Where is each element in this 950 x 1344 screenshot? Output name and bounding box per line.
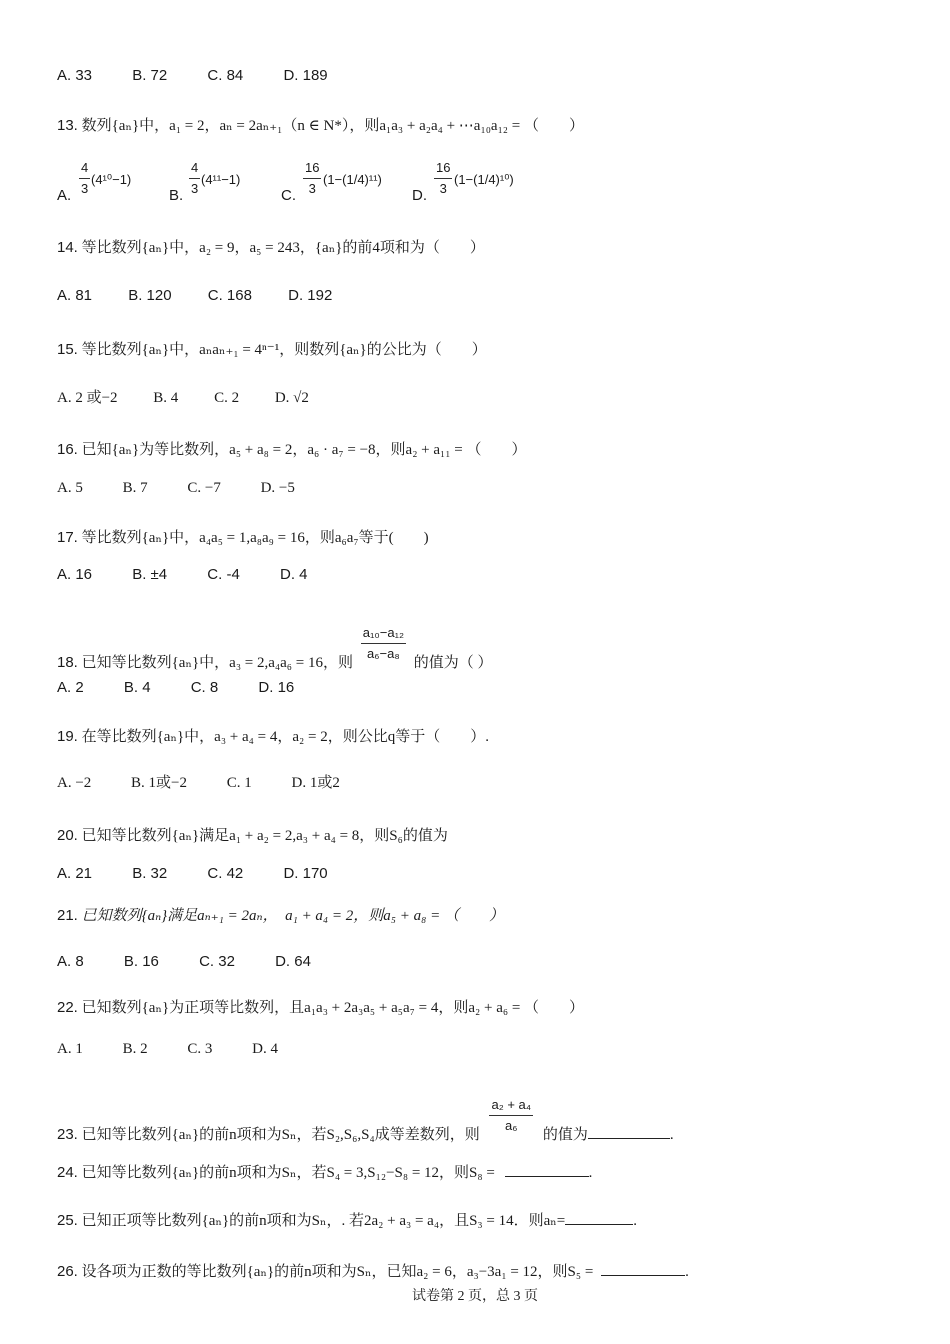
q22-options: [57, 1039, 278, 1059]
q19-option-c: C. 1: [226, 775, 252, 791]
question-number: 21.: [57, 907, 78, 924]
question-number: 25.: [57, 1212, 78, 1229]
question-text: 已知等比数列{aₙ}的前n项和为Sₙ，若S₄ = 3,S₁₂−S₈ = 12，则S₈ =: [81, 1165, 495, 1181]
q17-option-b: B. ±4: [132, 566, 168, 583]
q22-option-d: D. 4: [252, 1041, 278, 1057]
question-text: 在等比数列{aₙ}中，a₃ + a₄ = 4，a₂ = 2，则公比q等于（ ）.: [81, 729, 489, 745]
question-number: 14.: [57, 239, 78, 256]
question-text: 等比数列{aₙ}中，aₙaₙ₊₁ = 4ⁿ⁻¹，则数列{aₙ}的公比为（ ）: [81, 342, 487, 358]
question-number: 23.: [57, 1125, 78, 1143]
q18-fraction: $\frac{\text{a₁₀−a₁₂}}{\text{a₆−a₈}}$: [362, 625, 405, 661]
q22-option-c: C. 3: [187, 1041, 213, 1057]
question-text: 已知数列{aₙ}为正项等比数列，且a₁a₃ + 2a₃a₅ + a₅a₇ = 4，则a₂ + a₆ = （ ）: [81, 1000, 585, 1016]
question-text: 数列{aₙ}中，a₁ = 2，aₙ = 2aₙ₊₁（n ∈ N*），则a₁a₃ + a₂a₄ + ⋯a₁₀a₁₂ = （ ）: [81, 118, 585, 134]
q15-options: [57, 388, 309, 408]
question-text: 已知{aₙ}为等比数列，a₅ + a₈ = 2，a₆ · a₇ = −8，则a₂ + a₁₁ = （ ）: [81, 442, 527, 458]
question-tail: 的值为: [542, 1126, 588, 1143]
question-number: 18.: [57, 653, 78, 671]
question-16: [57, 440, 526, 460]
q23-fraction: $\frac{\text{a₂ + a₄}}{\text{a₆}}$: [491, 1097, 532, 1133]
q21-option-b: B. 16: [123, 953, 159, 970]
q15-option-a: A. 2 或−2: [57, 390, 118, 406]
question-text: 设各项为正数的等比数列{aₙ}的前n项和为Sₙ，已知a₂ = 6，a₃−3a₁ = 12，则S₅ =: [81, 1264, 594, 1280]
q20-options: [57, 864, 328, 884]
question-text: 已知等比数列{aₙ}中，a₃ = 2,a₄a₆ = 16，则: [81, 654, 353, 671]
q17-option-d: D. 4: [279, 566, 308, 583]
q14-option-a: A. 81: [57, 287, 93, 304]
q18-option-b: B. 4: [123, 679, 151, 696]
answer-blank[interactable]: [588, 1124, 670, 1139]
q19-option-d: D. 1或2: [291, 775, 340, 791]
q12-options: [57, 66, 328, 86]
question-22: [57, 998, 584, 1018]
question-text: 已知数列{aₙ}满足aₙ₊₁ = 2aₙ， a₁ + a₄ = 2，则a₅ + a₈ = （ ）: [81, 908, 504, 924]
question-number: 22.: [57, 999, 78, 1016]
q19-option-a: A. −2: [57, 775, 92, 791]
question-number: 24.: [57, 1164, 78, 1181]
q21-option-a: A. 8: [57, 953, 84, 970]
q21-options: [57, 952, 311, 972]
question-26: 26. 设各项为正数的等比数列{aₙ}的前n项和为Sₙ，已知a₂ = 6，a₃−3a₁ = 12，则S₅ = .: [57, 1263, 689, 1280]
q12-option-c: C. 84: [207, 67, 244, 84]
question-24: 24. 已知等比数列{aₙ}的前n项和为Sₙ，若S₄ = 3,S₁₂−S₈ = 12，则S₈ = .: [57, 1164, 593, 1181]
question-15: [57, 340, 487, 360]
q15-option-d: D. √2: [274, 390, 309, 406]
question-number: 20.: [57, 827, 78, 844]
q18-option-c: C. 8: [190, 679, 219, 696]
question-tail: 的值为（ ）: [413, 654, 493, 671]
q20-option-b: B. 32: [132, 865, 168, 882]
question-number: 15.: [57, 341, 78, 358]
q19-option-b: B. 1或−2: [131, 775, 188, 791]
q17-options: [57, 565, 308, 585]
q22-option-a: A. 1: [57, 1041, 83, 1057]
q14-option-c: C. 168: [207, 287, 252, 304]
q20-option-d: D. 170: [283, 865, 328, 882]
q18-option-a: A. 2: [57, 679, 84, 696]
q16-options: [57, 478, 295, 498]
q16-option-d: D. −5: [260, 480, 295, 496]
q14-options: [57, 286, 332, 306]
question-text: 已知正项等比数列{aₙ}的前n项和为Sₙ，. 若2a₂ + a₃ = a₄，且S₃ = 14．则aₙ=: [81, 1213, 566, 1229]
question-text: 已知等比数列{aₙ}满足a₁ + a₂ = 2,a₃ + a₄ = 8，则S₆的值为: [81, 828, 448, 844]
q18-option-d: D. 16: [258, 679, 295, 696]
question-23: 23. 已知等比数列{aₙ}的前n项和为Sₙ，若S₂,S₆,S₄成等差数列，则 $\frac{\text{a₂ + a₄}}{\text{a₆}}$ 的值为 .: [57, 1097, 674, 1143]
answer-blank[interactable]: [565, 1210, 633, 1225]
q20-option-c: C. 42: [207, 865, 244, 882]
q15-option-c: C. 2: [214, 390, 240, 406]
question-25: 25. 已知正项等比数列{aₙ}的前n项和为Sₙ，. 若2a₂ + a₃ = a₄，且S₃ = 14．则aₙ= .: [57, 1212, 637, 1229]
q21-option-d: D. 64: [275, 953, 311, 970]
q12-option-d: D. 189: [283, 67, 328, 84]
q17-option-c: C. -4: [207, 566, 240, 583]
q16-option-a: A. 5: [57, 480, 83, 496]
question-17: [57, 528, 429, 548]
question-19: [57, 727, 489, 747]
question-text: 等比数列{aₙ}中，a₂ = 9，a₅ = 243，{aₙ}的前4项和为（ ）: [81, 240, 485, 256]
q14-option-d: D. 192: [288, 287, 333, 304]
q16-option-c: C. −7: [187, 480, 221, 496]
q21-option-c: C. 32: [199, 953, 235, 970]
answer-blank[interactable]: [601, 1261, 685, 1276]
answer-blank[interactable]: [505, 1162, 589, 1177]
question-20: [57, 826, 448, 846]
question-number: 13.: [57, 117, 78, 134]
q12-option-a: A. 33: [57, 67, 93, 84]
q14-option-b: B. 120: [128, 287, 172, 304]
question-21: [57, 906, 504, 926]
q17-option-a: A. 16: [57, 566, 93, 583]
q20-option-a: A. 21: [57, 865, 93, 882]
q19-options: [57, 773, 340, 793]
question-number: 16.: [57, 441, 78, 458]
question-text: 已知等比数列{aₙ}的前n项和为Sₙ，若S₂,S₆,S₄成等差数列，则: [81, 1126, 480, 1143]
question-number: 17.: [57, 529, 78, 546]
question-number: 26.: [57, 1263, 78, 1280]
q22-option-b: B. 2: [122, 1041, 148, 1057]
question-number: 19.: [57, 728, 78, 745]
q12-option-b: B. 72: [132, 67, 168, 84]
q15-option-b: B. 4: [153, 390, 179, 406]
q16-option-b: B. 7: [122, 480, 148, 496]
q18-options: [57, 678, 294, 698]
question-text: 等比数列{aₙ}中，a₄a₅ = 1,a₈a₉ = 16，则a₆a₇等于( ): [81, 530, 429, 546]
page-footer: 试卷第 2 页，总 3 页: [412, 1289, 538, 1304]
question-13: [57, 116, 584, 136]
question-14: [57, 238, 485, 258]
